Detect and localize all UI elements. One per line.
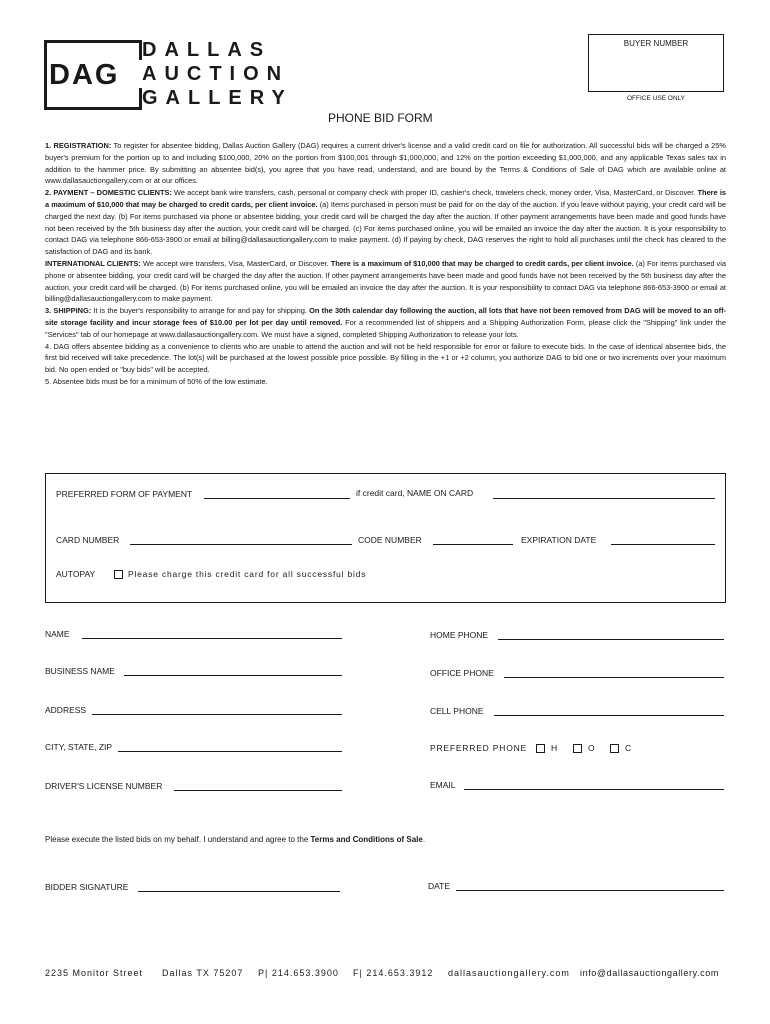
home-phone-label: HOME PHONE — [430, 630, 489, 640]
payment-domestic-heading: 2. PAYMENT – DOMESTIC CLIENTS: — [45, 188, 172, 198]
expiration-date-label: EXPIRATION DATE — [521, 535, 597, 545]
office-phone-field[interactable] — [504, 677, 724, 678]
expiration-date-field[interactable] — [611, 544, 715, 545]
autopay-text: Please charge this credit card for all successful bids — [128, 569, 367, 579]
terms-section — [45, 140, 726, 388]
agreement-statement — [45, 835, 425, 844]
terms-shipping — [45, 305, 726, 340]
form-title: PHONE BID FORM — [328, 111, 433, 125]
logo-mark: DAG — [49, 59, 120, 91]
footer-website[interactable]: dallasauctiongallery.com — [448, 968, 570, 978]
international-max: There is a maximum of $10,000 that may be charged to credit cards, per client invoice. — [330, 258, 634, 268]
email-label: EMAIL — [430, 780, 456, 790]
preferred-phone-h-label: H — [551, 743, 558, 753]
code-number-field[interactable] — [433, 544, 513, 545]
address-field[interactable] — [92, 714, 342, 715]
date-label: DATE — [428, 881, 451, 891]
name-on-card-field[interactable] — [493, 498, 715, 499]
preferred-phone-label: PREFERRED PHONE — [430, 743, 528, 753]
preferred-payment-field[interactable] — [204, 498, 350, 499]
footer-address: 2235 Monitor Street — [45, 968, 144, 978]
logo-words — [142, 38, 293, 110]
name-label: NAME — [45, 629, 70, 639]
preferred-payment-label: PREFERRED FORM OF PAYMENT — [56, 489, 193, 499]
card-number-field[interactable] — [130, 544, 352, 545]
bidder-signature-field[interactable] — [138, 891, 340, 892]
address-label: ADDRESS — [45, 705, 87, 715]
code-number-label: CODE NUMBER — [358, 535, 422, 545]
preferred-phone-c-label: C — [625, 743, 632, 753]
city-state-zip-field[interactable] — [118, 751, 342, 752]
autopay-label: AUTOPAY — [56, 569, 96, 579]
payment-domestic-details: (a) Items purchased in person must be paid for on the day of the auction. If you leave without paying, your credit card will be charged the next day. (b) For items purchased via phone or absentee bidding, your credit card will be charged the day after the auction. If other payment arrangements have been made and good funds have not been received by the 5th business day after the auction, your credit card will be charged. (c) For items purchased online, you will be emailed an invoice the day after the auction. It is your responsibility to contact DAG via telephone 866-653-3900 or email at billing@dallasauctiongallery.com to make payment. (d) If paying by check, DAG reserves the right to hold all purchases until the check has cleared to the satisfaction of DAG and its bank. — [45, 199, 726, 257]
business-name-label: BUSINESS NAME — [45, 666, 115, 676]
international-heading: INTERNATIONAL CLIENTS: — [45, 258, 141, 268]
buyer-number-box[interactable] — [588, 34, 724, 92]
city-state-zip-label: CITY, STATE, ZIP — [45, 742, 113, 752]
cell-phone-label: CELL PHONE — [430, 706, 484, 716]
payment-domestic-max: There is a maximum of $10,000 that may be charged to credit cards, per client invoice. — [45, 188, 726, 209]
preferred-phone-o-label: O — [588, 743, 595, 753]
payment-box — [45, 473, 726, 603]
cell-phone-field[interactable] — [494, 715, 724, 716]
terms-payment-domestic — [45, 187, 726, 258]
terms-international — [45, 258, 726, 305]
logo-word-auction: AUCTION — [142, 63, 290, 85]
terms-registration — [45, 140, 726, 187]
terms-minimum-bid: 5. Absentee bids must be for a minimum of 50% of the low estimate. — [45, 376, 268, 386]
buyer-number-label: BUYER NUMBER — [623, 39, 689, 48]
name-field[interactable] — [82, 638, 342, 639]
email-field[interactable] — [464, 789, 724, 790]
registration-heading: 1. REGISTRATION: — [45, 141, 112, 150]
terms-conditions-link: Terms and Conditions of Sale — [310, 835, 423, 844]
drivers-license-label: DRIVER'S LICENSE NUMBER — [45, 781, 163, 791]
logo-word-dallas: DALLAS — [142, 39, 272, 61]
footer-email[interactable]: info@dallasauctiongallery.com — [580, 968, 719, 978]
international-text: We accept wire transfers, Visa, MasterCard, or Discover. — [140, 258, 331, 268]
bidder-signature-label: BIDDER SIGNATURE — [45, 882, 129, 892]
agreement-text: Please execute the listed bids on my behalf. I understand and agree to the — [45, 835, 311, 844]
shipping-text: It is the buyer's responsibility to arrange for and pay for shipping. — [91, 306, 310, 316]
name-on-card-label: if credit card, NAME ON CARD — [356, 488, 474, 498]
autopay-checkbox[interactable] — [114, 570, 123, 579]
shipping-heading: 3. SHIPPING: — [45, 306, 92, 316]
registration-text: To register for absentee bidding, Dallas Auction Gallery (DAG) requires a current driver's license and a valid credit card on file for authorization. All successful bids will be charged a 25% buyer's premium for the portion up to and including $100,000, 20% on the portion from $100,001 through $1,000,000, and 12% on the portion exceeding $1,000,000, and any applicable Texas sales tax in addition to the hammer price. By submitting an absentee bid(s), you agree that you have read, understand, and are bound by the Terms & Conditions of Sale of DAG which are available online at www.dallasauctiongallery.com or at our offices. — [45, 141, 726, 186]
logo-word-gallery: GALLERY — [142, 87, 293, 109]
international-details: (a) For items purchased via phone or absentee bidding, your credit card will be charged the day after the auction. If other payment arrangements have been made and good funds have not been received by the 5th business day after the auction, your credit card will be charged. (b) For items purchased online, you will be emailed an invoice the day after the auction. It is your responsibility to contact DAG via telephone 866-653-3900 or email at billing@dallasauctiongallery.com to make payment. — [45, 258, 726, 304]
card-number-label: CARD NUMBER — [56, 535, 120, 545]
shipping-details: For a recommended list of shippers and a Shipping Authorization Form, please click the "Shipping" link under the "Services" tab of our homepage at www.dallasauctiongallery.com. We must have a signed, completed Shipping Authorization to release your lots. — [45, 317, 726, 339]
preferred-phone-h-checkbox[interactable] — [536, 744, 545, 753]
agreement-end: . — [422, 835, 426, 844]
drivers-license-field[interactable] — [174, 790, 342, 791]
terms-absentee: 4. DAG offers absentee bidding as a convenience to clients who are unable to attend the auction and will not be held responsible for error or failure to execute bids. In the case of identical absentee bids, the first bid received will take precedence. The lot(s) will be purchased at the lowest possible price possible. By filling in the +1 or +2 column, you authorize DAG to bid one or two increments over your maximum bid. No open ended or "buy bids" will be accepted. — [45, 341, 726, 375]
footer-city: Dallas TX 75207 — [162, 968, 244, 978]
shipping-storage-notice: On the 30th calendar day following the auction, all lots that have not been removed from DAG will be moved to an off-site storage facility and incur storage fees of $10.00 per lot per day until removed. — [45, 306, 726, 327]
dag-logo — [44, 39, 293, 112]
date-field[interactable] — [456, 890, 724, 891]
preferred-phone-o-checkbox[interactable] — [573, 744, 582, 753]
home-phone-field[interactable] — [498, 639, 724, 640]
office-use-only-note: OFFICE USE ONLY — [626, 95, 686, 102]
footer-fax: F| 214.653.3912 — [353, 968, 434, 978]
payment-domestic-text: We accept bank wire transfers, cash, personal or company check with proper ID, cashier's check, travelers check, money order, Visa, MasterCard, or Discover. — [171, 188, 698, 198]
business-name-field[interactable] — [124, 675, 342, 676]
footer-phone: P| 214.653.3900 — [258, 968, 339, 978]
office-phone-label: OFFICE PHONE — [430, 668, 494, 678]
preferred-phone-c-checkbox[interactable] — [610, 744, 619, 753]
